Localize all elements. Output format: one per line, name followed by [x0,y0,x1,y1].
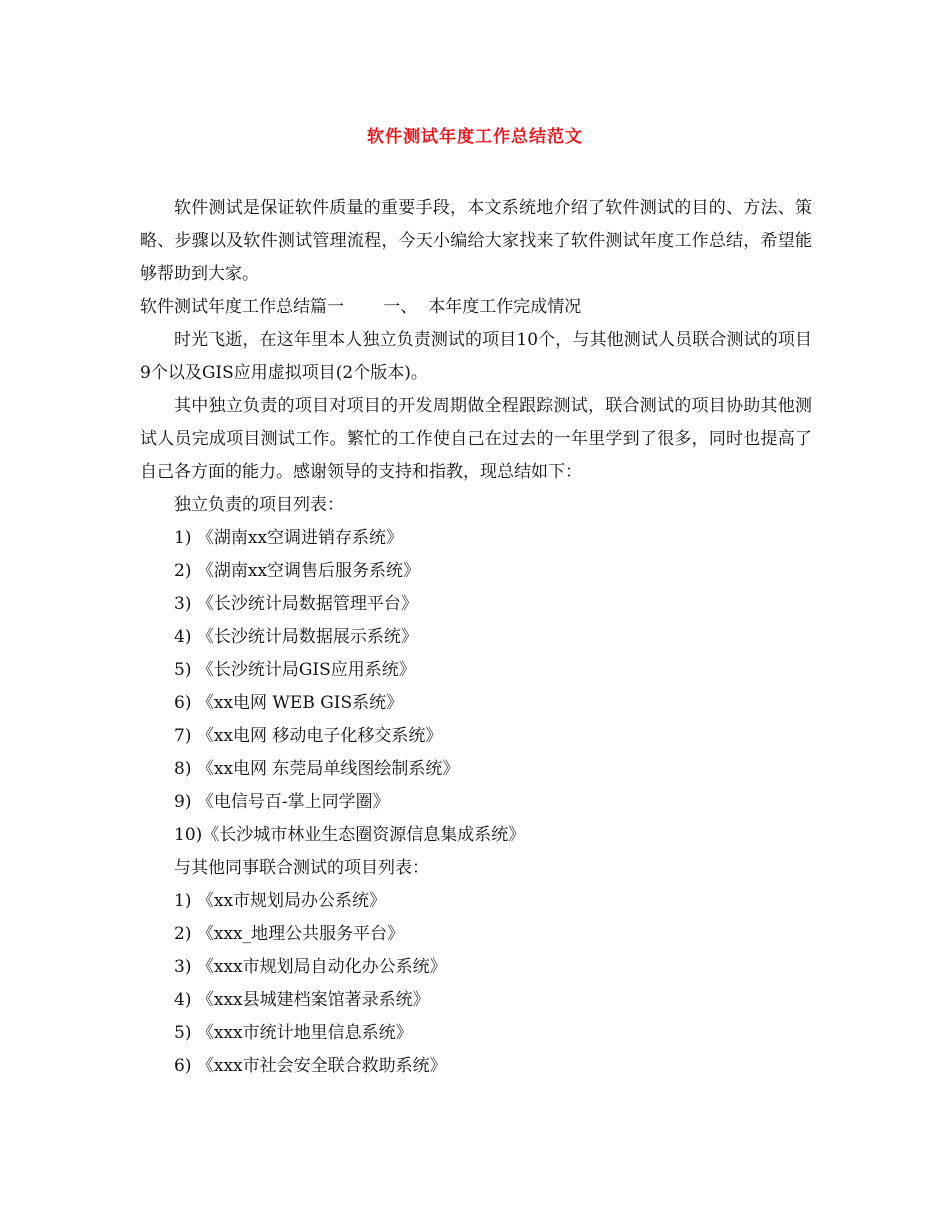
list-item: 2) 《xxx_地理公共服务平台》 [174,924,405,944]
joint-project-list [140,885,812,1083]
list-item: 5) 《长沙统计局GIS应用系统》 [174,660,416,680]
paragraph-2: 其中独立负责的项目对项目的开发周期做全程跟踪测试，联合测试的项目协助其他测试人员完成项目测试工作。繁忙的工作使自己在过去的一年里学到了很多，同时也提高了自己各方面的能力。感谢领导的支持和指教，现总结如下： [140,396,812,482]
list-item: 5) 《xxx市统计地里信息系统》 [174,1023,413,1043]
list-item: 4) 《长沙统计局数据展示系统》 [174,627,418,647]
list-item: 3) 《长沙统计局数据管理平台》 [174,594,418,614]
paragraph-1: 时光飞逝，在这年里本人独立负责测试的项目10个，与其他测试人员联合测试的项目9个以及GIS应用虚拟项目(2个版本)。 [140,330,812,383]
list-item: 1) 《湖南xx空调进销存系统》 [174,528,404,548]
list-item: 10)《长沙城市林业生态圈资源信息集成系统》 [174,825,526,845]
list-item: 7) 《xx电网 移动电子化移交系统》 [174,726,443,746]
list-item: 6) 《xxx市社会安全联合救助系统》 [174,1056,447,1076]
joint-list-label: 与其他同事联合测试的项目列表： [174,858,429,878]
document-title: 软件测试年度工作总结范文 [367,127,583,147]
list-item: 6) 《xx电网 WEB GIS系统》 [174,693,404,713]
list-item: 2) 《湖南xx空调售后服务系统》 [174,561,421,581]
independent-list-label: 独立负责的项目列表： [174,495,344,515]
document-body [140,192,812,1083]
list-item: 3) 《xxx市规划局自动化办公系统》 [174,957,447,977]
list-item: 8) 《xx电网 东莞局单线图绘制系统》 [174,759,460,779]
list-item: 4) 《xxx县城建档案馆著录系统》 [174,990,430,1010]
section-heading: 软件测试年度工作总结篇一 一、 本年度工作完成情况 [140,297,582,317]
list-item: 1) 《xx市规划局办公系统》 [174,891,387,911]
independent-project-list [140,522,812,852]
intro-paragraph: 软件测试是保证软件质量的重要手段，本文系统地介绍了软件测试的目的、方法、策略、步骤以及软件测试管理流程，今天小编给大家找来了软件测试年度工作总结，希望能够帮助到大家。 [140,198,812,284]
list-item: 9) 《电信号百-掌上同学圈》 [174,792,390,812]
